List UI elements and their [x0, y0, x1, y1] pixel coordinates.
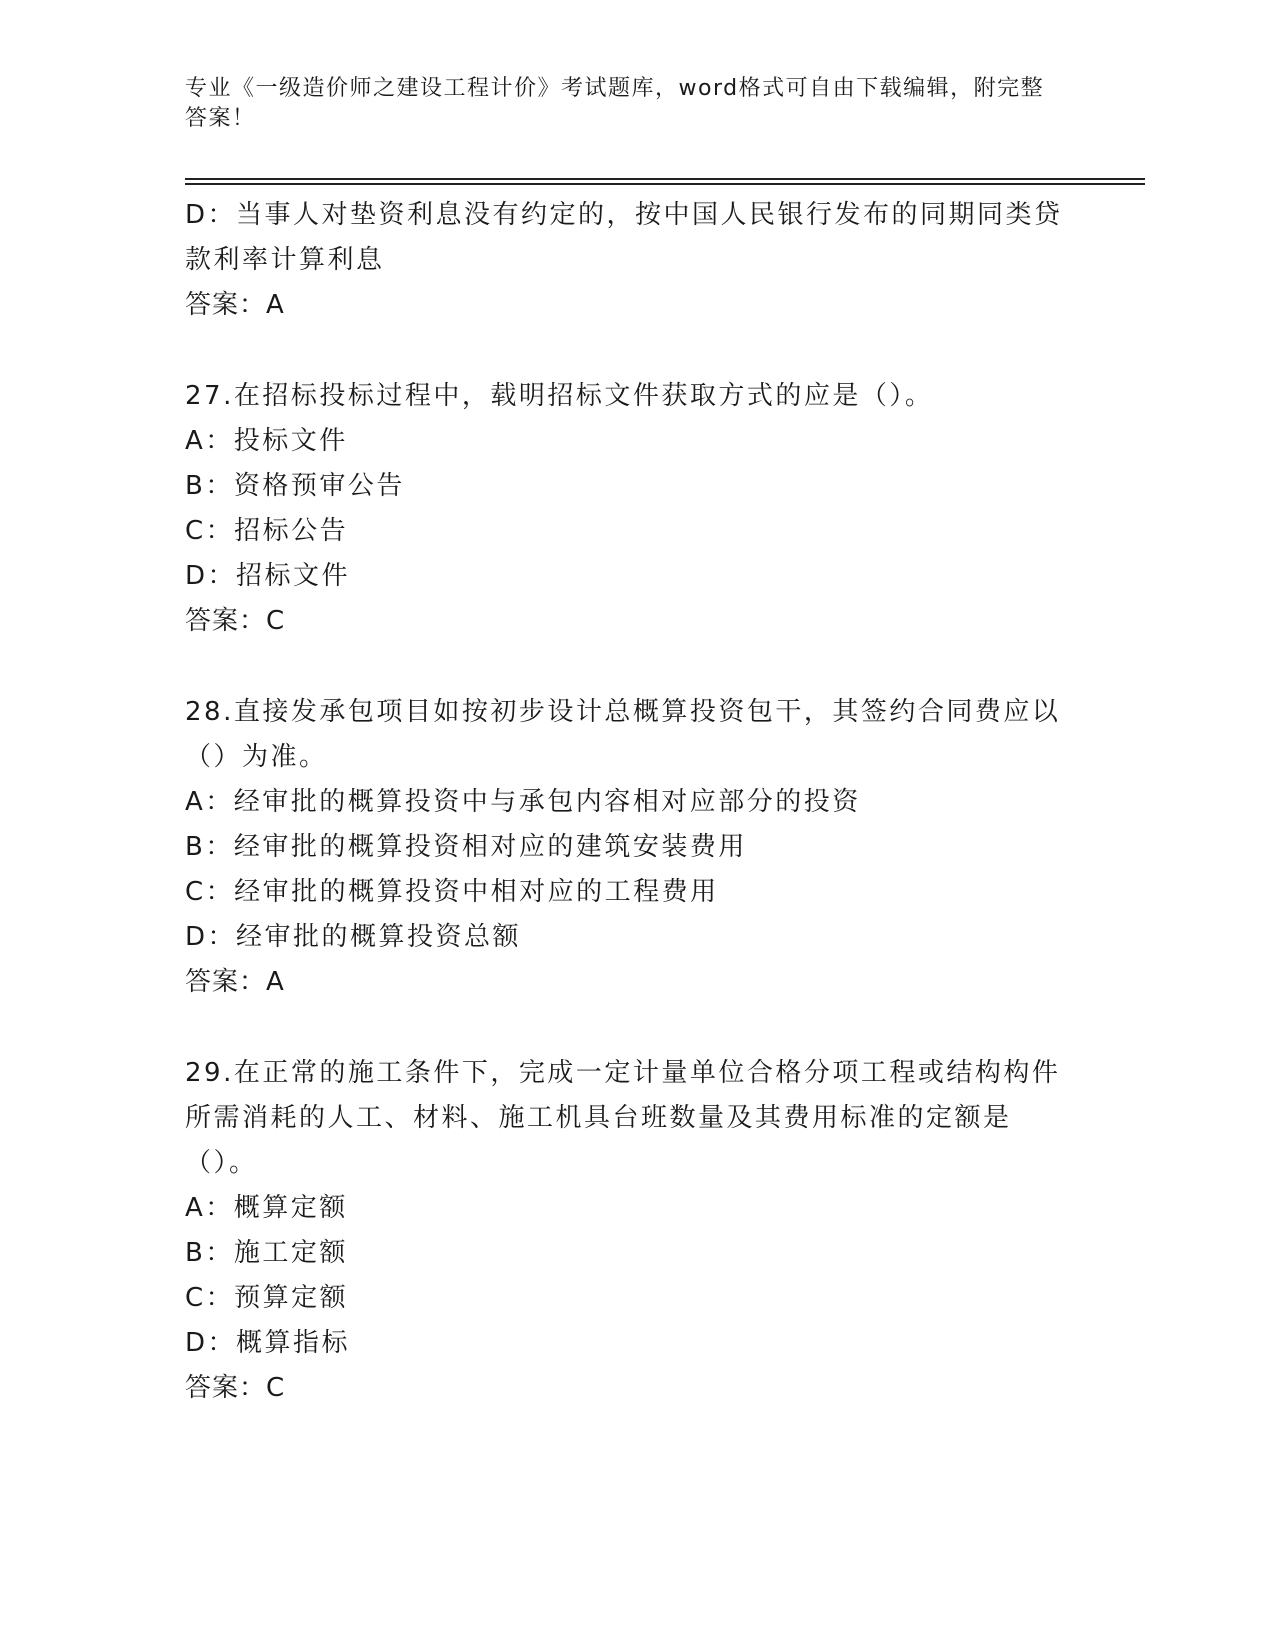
option-d: D：经审批的概算投资总额: [185, 922, 522, 952]
header-divider-top: [185, 178, 1145, 180]
option-a: A：投标文件: [185, 426, 348, 456]
option-b: B：经审批的概算投资相对应的建筑安装费用: [185, 832, 747, 862]
option-d: D：招标文件: [185, 561, 351, 591]
question-stem: 27.在招标投标过程中，载明招标文件获取方式的应是（）。: [185, 381, 934, 411]
header-divider-bottom: [185, 183, 1145, 185]
answer-line: 答案：C: [185, 606, 286, 636]
answer-line: 答案：C: [185, 1373, 286, 1403]
option-a: A：经审批的概算投资中与承包内容相对应部分的投资: [185, 787, 861, 817]
question-stem: 29.在正常的施工条件下，完成一定计量单位合格分项工程或结构构件所需消耗的人工、材料、施工机具台班数量及其费用标准的定额是（）。: [185, 1058, 1061, 1178]
question-content: [185, 193, 1075, 1411]
question-27: [185, 374, 1075, 644]
question-28: [185, 690, 1075, 1005]
option-b: B：资格预审公告: [185, 471, 405, 501]
question-29: [185, 1051, 1075, 1411]
option-c: C：招标公告: [185, 516, 349, 546]
option-d: D：概算指标: [185, 1328, 351, 1358]
option-a: A：概算定额: [185, 1193, 348, 1223]
option-c: C：经审批的概算投资中相对应的工程费用: [185, 877, 719, 907]
question-stem: 28.直接发承包项目如按初步设计总概算投资包干，其签约合同费应以（）为准。: [185, 697, 1061, 772]
option-d: D：当事人对垫资利息没有约定的，按中国人民银行发布的同期同类贷款利率计算利息: [185, 200, 1063, 275]
previous-question-tail: [185, 193, 1075, 328]
option-b: B：施工定额: [185, 1238, 348, 1268]
answer-line: 答案：A: [185, 967, 285, 997]
answer-line: 答案：A: [185, 290, 285, 320]
option-c: C：预算定额: [185, 1283, 349, 1313]
document-header: 专业《一级造价师之建设工程计价》考试题库，word格式可自由下载编辑，附完整答案！: [185, 76, 1045, 131]
